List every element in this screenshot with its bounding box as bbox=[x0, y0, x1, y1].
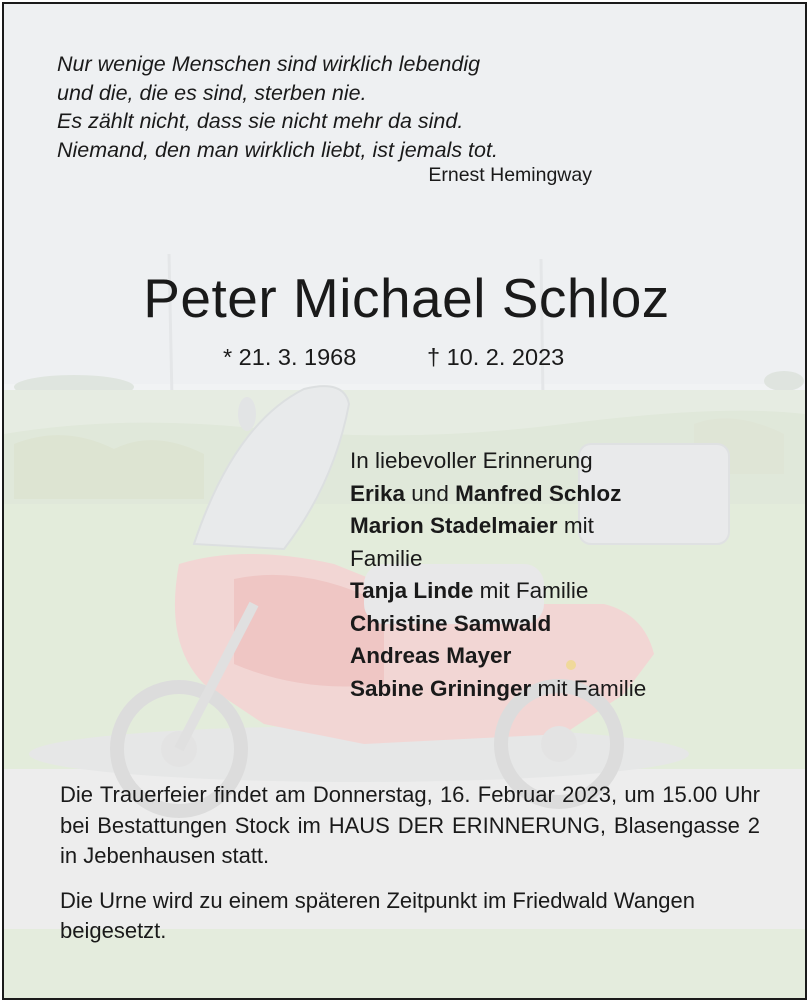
mourner-name: Tanja Linde bbox=[350, 578, 474, 603]
mourner-name: Erika bbox=[350, 480, 406, 506]
mourners-block bbox=[350, 445, 646, 705]
quote-line: Es zählt nicht, dass sie nicht mehr da sind. bbox=[57, 109, 464, 133]
death-date: † 10. 2. 2023 bbox=[427, 344, 565, 370]
mourner-name: Christine Samwald bbox=[350, 610, 552, 636]
mourner-line bbox=[350, 478, 646, 511]
obituary-frame bbox=[2, 2, 807, 1000]
mourner-line: Familie bbox=[350, 545, 423, 571]
quote-line: und die, die es sind, sterben nie. bbox=[57, 80, 367, 105]
deceased-name: Peter Michael Schloz bbox=[143, 267, 670, 329]
funeral-info bbox=[60, 780, 760, 947]
ceremony-text: Die Trauerfeier findet am Donnerstag, 16. Februar 2023, um 15.00 Uhr bei Bestattungen Stock im HAUS DER ERINNERUNG, Blasengasse 2 in Jebenhausen statt. bbox=[60, 782, 760, 868]
mourner-name: Marion Stadelmaier bbox=[350, 513, 558, 538]
mourners-intro: In liebevoller Erinnerung bbox=[350, 448, 593, 473]
mourner-suffix: mit Familie bbox=[473, 578, 589, 603]
birth-date: * 21. 3. 1968 bbox=[223, 344, 357, 370]
mourner-line bbox=[350, 673, 646, 706]
mourner-line bbox=[350, 608, 646, 641]
mourner-line bbox=[350, 575, 646, 608]
mourner-line bbox=[350, 510, 646, 543]
quote-author: Ernest Hemingway bbox=[428, 164, 592, 186]
quote-line: Nur wenige Menschen sind wirklich lebendig bbox=[57, 52, 481, 76]
hemingway-quote bbox=[57, 50, 617, 164]
mourner-name: Sabine Grininger bbox=[350, 675, 532, 701]
mourner-conjunction: und bbox=[405, 480, 456, 506]
mourner-suffix: mit Familie bbox=[531, 675, 647, 701]
mourner-name: Manfred Schloz bbox=[455, 480, 622, 506]
mourner-line bbox=[350, 640, 646, 673]
urn-text: Die Urne wird zu einem späteren Zeitpunkt im Friedwald Wangen beigesetzt. bbox=[60, 887, 696, 943]
mourner-suffix: mit bbox=[557, 513, 594, 538]
quote-line: Niemand, den man wirklich liebt, ist jemals tot. bbox=[57, 137, 498, 162]
mourner-name: Andreas Mayer bbox=[350, 643, 512, 668]
